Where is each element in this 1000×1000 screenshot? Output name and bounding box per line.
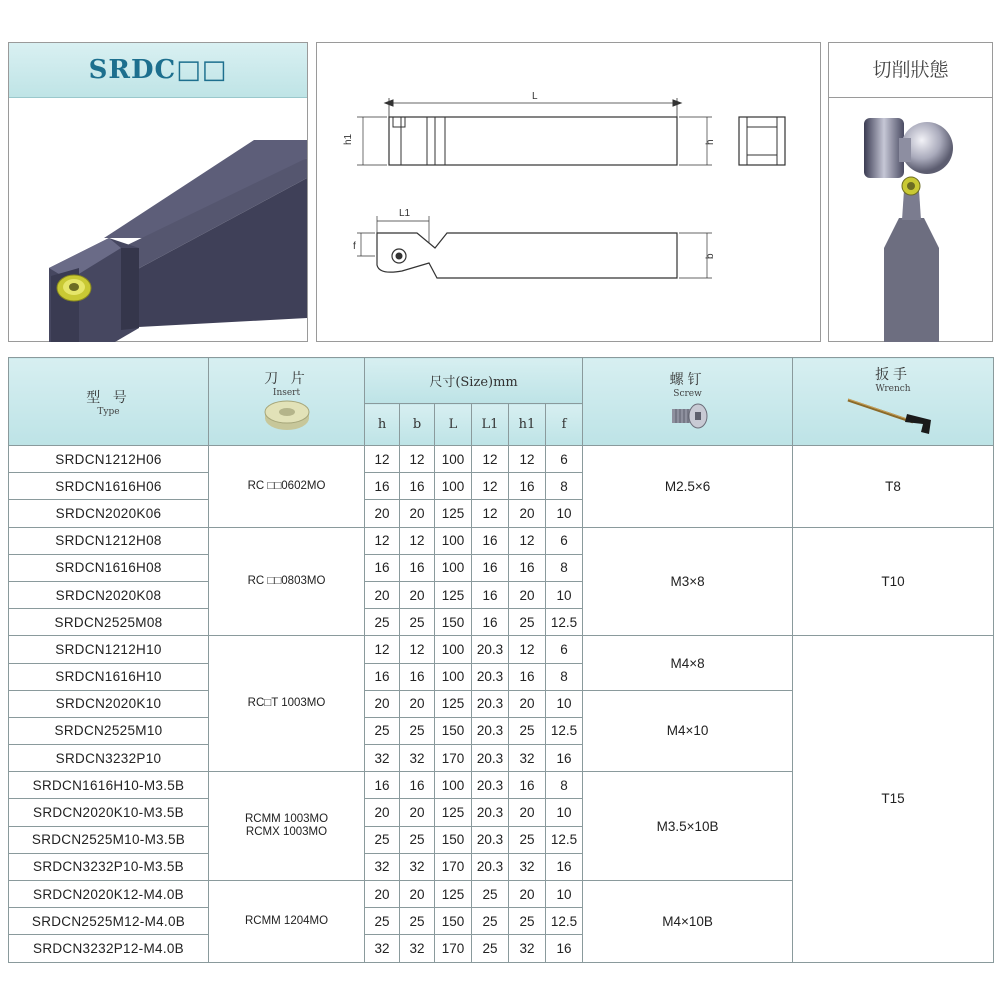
- dim-cell-h: 25: [365, 826, 400, 853]
- dim-cell-h: 20: [365, 500, 400, 527]
- dim-label-f: f: [353, 241, 356, 252]
- sub-header-f: f: [546, 404, 583, 446]
- type-cell: SRDCN1212H08: [9, 527, 209, 554]
- spec-table: [8, 357, 994, 963]
- dim-cell-f: 8: [546, 663, 583, 690]
- dim-cell-h: 20: [365, 690, 400, 717]
- type-cell: SRDCN2020K08: [9, 581, 209, 608]
- dim-cell-l1: 16: [472, 581, 509, 608]
- dim-cell-h1: 25: [509, 609, 546, 636]
- dim-cell-f: 12.5: [546, 717, 583, 744]
- dim-cell-f: 10: [546, 581, 583, 608]
- dim-cell-l1: 25: [472, 881, 509, 908]
- dim-cell-h1: 25: [509, 908, 546, 935]
- dim-cell-b: 12: [400, 446, 435, 473]
- dim-cell-b: 25: [400, 908, 435, 935]
- size-header: 尺寸(Size)mm: [429, 375, 518, 390]
- dim-cell-h: 20: [365, 881, 400, 908]
- spec-table-body: [9, 446, 994, 963]
- dim-cell-b: 32: [400, 745, 435, 772]
- type-cell: SRDCN1212H06: [9, 446, 209, 473]
- dim-cell-h1: 32: [509, 935, 546, 962]
- dim-cell-l: 100: [435, 554, 472, 581]
- dim-cell-f: 6: [546, 636, 583, 663]
- type-cell: SRDCN2020K12-M4.0B: [9, 881, 209, 908]
- model-title: SRDC□□: [88, 55, 228, 85]
- dim-cell-l1: 20.3: [472, 663, 509, 690]
- dim-cell-h: 32: [365, 745, 400, 772]
- col-header-size: [365, 358, 583, 404]
- dim-cell-f: 12.5: [546, 826, 583, 853]
- insert-cell: RC□T 1003MO: [209, 636, 365, 772]
- dimension-drawing: [317, 43, 820, 341]
- dim-cell-l: 125: [435, 881, 472, 908]
- dim-cell-l1: 20.3: [472, 826, 509, 853]
- dim-cell-h1: 20: [509, 581, 546, 608]
- dim-cell-b: 12: [400, 527, 435, 554]
- table-row: [9, 527, 994, 554]
- dim-cell-h1: 25: [509, 826, 546, 853]
- dim-cell-l: 150: [435, 609, 472, 636]
- dim-cell-h: 20: [365, 581, 400, 608]
- dim-cell-f: 10: [546, 690, 583, 717]
- type-cell: SRDCN1616H08: [9, 554, 209, 581]
- dim-cell-b: 20: [400, 799, 435, 826]
- dim-cell-b: 32: [400, 935, 435, 962]
- cutting-state-panel: [828, 42, 993, 342]
- dim-cell-f: 10: [546, 500, 583, 527]
- screw-header-cn: 螺钉: [669, 372, 706, 388]
- dim-cell-b: 25: [400, 717, 435, 744]
- dim-cell-h: 32: [365, 853, 400, 880]
- dim-cell-h1: 25: [509, 717, 546, 744]
- dim-cell-h1: 12: [509, 527, 546, 554]
- tool-holder-image: [9, 98, 307, 342]
- dim-cell-b: 20: [400, 500, 435, 527]
- dim-cell-f: 8: [546, 473, 583, 500]
- cutting-state-image: [829, 98, 992, 342]
- dim-cell-h1: 12: [509, 446, 546, 473]
- insert-icon: [57, 275, 91, 301]
- dim-cell-l1: 12: [472, 446, 509, 473]
- dim-label-L1: L1: [399, 208, 411, 219]
- dim-cell-l: 100: [435, 473, 472, 500]
- dim-cell-l: 125: [435, 500, 472, 527]
- dim-cell-l: 100: [435, 636, 472, 663]
- dim-cell-b: 20: [400, 581, 435, 608]
- sub-header-h: h: [365, 404, 400, 446]
- sub-header-L: L: [435, 404, 472, 446]
- dim-cell-f: 16: [546, 745, 583, 772]
- screw-cell: M2.5×6: [583, 446, 793, 528]
- insert-header-cn: 刀 片: [264, 371, 309, 387]
- wrench-cell: T15: [793, 636, 994, 962]
- dim-cell-l1: 16: [472, 527, 509, 554]
- insert-cell: RC □□0803MO: [209, 527, 365, 636]
- col-header-insert: [209, 358, 365, 446]
- dim-cell-h: 16: [365, 554, 400, 581]
- dim-cell-l: 150: [435, 826, 472, 853]
- dim-cell-h: 20: [365, 799, 400, 826]
- screw-header-en: Screw: [673, 389, 702, 399]
- dim-cell-l: 150: [435, 908, 472, 935]
- dim-cell-h1: 20: [509, 799, 546, 826]
- type-cell: SRDCN1616H06: [9, 473, 209, 500]
- tool-render-panel: [8, 42, 308, 342]
- dim-cell-l: 170: [435, 935, 472, 962]
- dim-cell-h1: 16: [509, 663, 546, 690]
- type-cell: SRDCN1616H10-M3.5B: [9, 772, 209, 799]
- table-row: [9, 636, 994, 663]
- dim-cell-f: 10: [546, 881, 583, 908]
- dim-cell-h: 12: [365, 527, 400, 554]
- insert-cell: RCMM 1204MO: [209, 881, 365, 963]
- dim-cell-f: 6: [546, 527, 583, 554]
- model-title-band: [9, 43, 307, 98]
- dim-cell-f: 10: [546, 799, 583, 826]
- dim-label-h1: h1: [343, 133, 354, 145]
- dim-cell-b: 20: [400, 690, 435, 717]
- type-cell: SRDCN1616H10: [9, 663, 209, 690]
- screw-icon: [666, 401, 710, 431]
- dim-cell-b: 32: [400, 853, 435, 880]
- insert-header-en: Insert: [272, 388, 301, 398]
- dim-cell-h: 12: [365, 636, 400, 663]
- screw-cell: M3.5×10B: [583, 772, 793, 881]
- dim-cell-h1: 20: [509, 881, 546, 908]
- dim-cell-l1: 20.3: [472, 717, 509, 744]
- dim-cell-f: 12.5: [546, 609, 583, 636]
- screw-cell: M3×8: [583, 527, 793, 636]
- dim-cell-l: 100: [435, 527, 472, 554]
- plan-view-drawing: [357, 216, 712, 278]
- type-cell: SRDCN3232P10: [9, 745, 209, 772]
- table-row: [9, 446, 994, 473]
- dim-cell-l: 170: [435, 853, 472, 880]
- dim-cell-l: 150: [435, 717, 472, 744]
- dim-cell-l: 100: [435, 446, 472, 473]
- type-header-en: Type: [97, 406, 120, 417]
- dim-cell-b: 20: [400, 881, 435, 908]
- dim-cell-b: 12: [400, 636, 435, 663]
- insert-icon: [902, 177, 920, 195]
- dim-cell-f: 6: [546, 446, 583, 473]
- dim-cell-l1: 20.3: [472, 853, 509, 880]
- screw-cell: M4×10: [583, 690, 793, 772]
- end-view-drawing: [739, 117, 785, 165]
- type-cell: SRDCN2020K10-M3.5B: [9, 799, 209, 826]
- dim-cell-h: 32: [365, 935, 400, 962]
- dim-cell-h1: 16: [509, 772, 546, 799]
- type-cell: SRDCN2525M10-M3.5B: [9, 826, 209, 853]
- type-header-cn: 型 号: [86, 389, 131, 406]
- cutting-state-title: 切削狀態: [829, 43, 992, 98]
- dim-cell-l1: 25: [472, 935, 509, 962]
- col-header-wrench: [793, 358, 994, 446]
- dim-cell-b: 25: [400, 826, 435, 853]
- dim-cell-l1: 20.3: [472, 799, 509, 826]
- dim-cell-h: 25: [365, 609, 400, 636]
- dim-cell-h1: 20: [509, 690, 546, 717]
- dim-cell-h: 16: [365, 663, 400, 690]
- dim-cell-l: 125: [435, 799, 472, 826]
- type-cell: SRDCN2020K10: [9, 690, 209, 717]
- dim-cell-b: 16: [400, 554, 435, 581]
- wrench-header-cn: 扳手: [875, 367, 912, 383]
- insert-icon: [263, 400, 311, 432]
- screw-cell: M4×10B: [583, 881, 793, 963]
- dim-label-L: L: [532, 91, 538, 102]
- type-cell: SRDCN2525M10: [9, 717, 209, 744]
- dimension-drawing-panel: [316, 42, 821, 342]
- type-cell: SRDCN2020K06: [9, 500, 209, 527]
- dim-cell-l1: 12: [472, 473, 509, 500]
- dim-cell-h: 16: [365, 772, 400, 799]
- wrench-cell: T10: [793, 527, 994, 636]
- dim-cell-b: 16: [400, 772, 435, 799]
- dim-cell-f: 8: [546, 772, 583, 799]
- dim-cell-h: 12: [365, 446, 400, 473]
- dim-cell-l: 125: [435, 581, 472, 608]
- dim-cell-l1: 12: [472, 500, 509, 527]
- wrench-cell: T8: [793, 446, 994, 528]
- insert-cell: RCMM 1003MO RCMX 1003MO: [209, 772, 365, 881]
- type-cell: SRDCN2525M12-M4.0B: [9, 908, 209, 935]
- wrench-header-en: Wrench: [875, 384, 911, 394]
- dim-cell-f: 8: [546, 554, 583, 581]
- dim-cell-f: 16: [546, 853, 583, 880]
- dim-cell-b: 25: [400, 609, 435, 636]
- dim-label-h: h: [705, 139, 716, 145]
- dim-cell-l1: 20.3: [472, 772, 509, 799]
- dim-cell-h: 25: [365, 717, 400, 744]
- dim-cell-h1: 32: [509, 853, 546, 880]
- dim-cell-h: 16: [365, 473, 400, 500]
- sub-header-b: b: [400, 404, 435, 446]
- dim-cell-f: 16: [546, 935, 583, 962]
- col-header-type: [9, 358, 209, 446]
- col-header-screw: [583, 358, 793, 446]
- dim-cell-h1: 32: [509, 745, 546, 772]
- dim-label-b: b: [705, 253, 716, 259]
- dim-cell-l: 170: [435, 745, 472, 772]
- dim-cell-l1: 16: [472, 554, 509, 581]
- dim-cell-h1: 16: [509, 554, 546, 581]
- sub-header-h1: h1: [509, 404, 546, 446]
- dim-cell-h1: 12: [509, 636, 546, 663]
- dim-cell-h1: 20: [509, 500, 546, 527]
- dim-cell-l: 100: [435, 663, 472, 690]
- dim-cell-h1: 16: [509, 473, 546, 500]
- dim-cell-l1: 16: [472, 609, 509, 636]
- type-cell: SRDCN3232P10-M3.5B: [9, 853, 209, 880]
- dim-cell-f: 12.5: [546, 908, 583, 935]
- dim-cell-b: 16: [400, 473, 435, 500]
- dim-cell-l: 125: [435, 690, 472, 717]
- sub-header-L1: L1: [472, 404, 509, 446]
- dim-cell-l: 100: [435, 772, 472, 799]
- type-cell: SRDCN2525M08: [9, 609, 209, 636]
- type-cell: SRDCN3232P12-M4.0B: [9, 935, 209, 962]
- dim-cell-l1: 20.3: [472, 690, 509, 717]
- dim-cell-b: 16: [400, 663, 435, 690]
- type-cell: SRDCN1212H10: [9, 636, 209, 663]
- dim-cell-l1: 25: [472, 908, 509, 935]
- wrench-icon: [843, 396, 943, 436]
- dim-cell-l1: 20.3: [472, 636, 509, 663]
- dim-cell-h: 25: [365, 908, 400, 935]
- insert-cell: RC □□0602MO: [209, 446, 365, 528]
- side-view-drawing: [357, 98, 712, 165]
- screw-cell: M4×8: [583, 636, 793, 690]
- dim-cell-l1: 20.3: [472, 745, 509, 772]
